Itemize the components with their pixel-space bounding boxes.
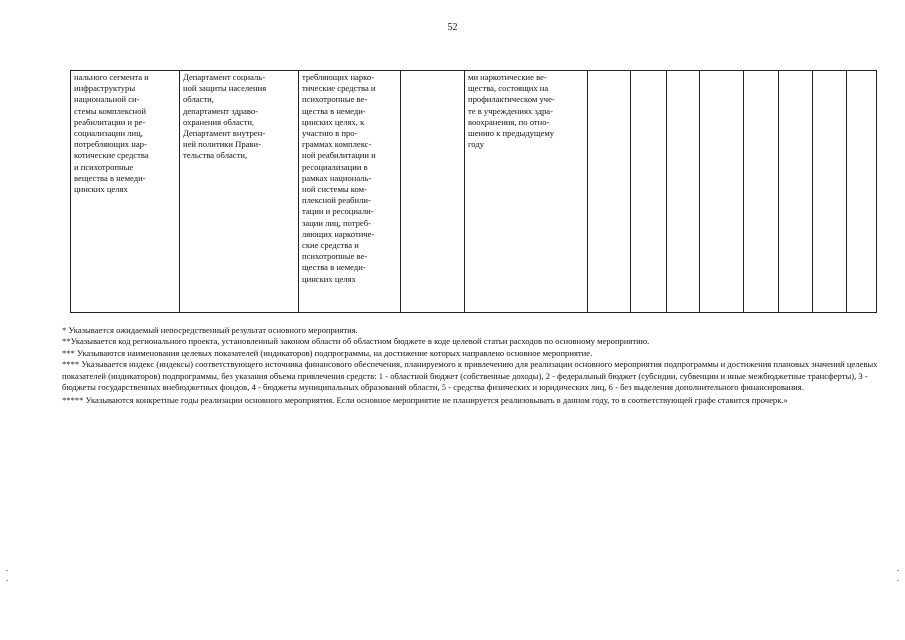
table-cell [744,71,779,313]
table-cell [401,71,465,313]
table-cell [588,71,631,313]
footnote: ***** Указываются конкретные годы реализации основного мероприятия. Если основное мероприятие не планируется реализовывать в данном году, то в соответствующей графе ставится прочерк.» [62,395,788,406]
table-cell: требляющих нарко- тические средства и психотропные ве- щества в немеди- цинских целях, к участию в про- граммах комплекс- ной реабилитации и ресоциализации в рамках националь- ной системы ком- плексной реабили- тации и ресоциали- зации лиц, потреб- ляющих наркотиче- ские средства и психотропные ве- щества в немеди- цинских целях [299,71,401,313]
table-cell: Департамент социаль- ной защиты населения области, департамент здраво- охранения области, Департамент внутрен- ней политики Прави- тельства области, [180,71,299,313]
footnote: *** Указываются наименования целевых показателей (индикаторов) подпрограммы, на достижение которых направлено основное мероприятие. [62,347,593,358]
measures-table [70,70,877,313]
scan-mark [6,580,8,581]
page-number: 52 [447,22,458,33]
table-cell [847,71,877,313]
table-row [71,71,877,313]
table-cell [667,71,700,313]
table-cell: нального сегмента и инфраструктуры национальной си- стемы комплексной реабилитации и ре- социализации лиц, потребляющих нар- котические средства и психотропные вещества в немеди- цинских целях [71,71,180,313]
scan-mark [897,570,899,571]
scan-mark [897,580,899,581]
table-cell [700,71,744,313]
scan-mark [6,570,8,571]
table-cell [813,71,847,313]
footnote: **** Указывается индекс (индексы) соответствующего источника финансового обеспечения, планируемого к привлечению для реализации основного мероприятия подпрограммы и достижения плановых значений целевых показателей (индикаторов) подпрограммы, без указания объема привлечения средств: 1 - областной бюджет (собственные доходы), 2 - федеральный бюджет (субсидии, субвенции и иные межбюджетные трансферты), 3 - бюджеты государственных внебюджетных фондов, 4 - бюджеты муниципальных образований области, 5 - средства физических и юридических лиц, 6 - без выделения дополнительного финансирования. [62,359,878,393]
table-cell [631,71,667,313]
footnote: * Указывается ожидаемый непосредственный результат основного мероприятия. [62,325,358,335]
table-cell [779,71,813,313]
footnotes [62,325,884,407]
table-cell: ми наркотические ве- щества, состоящих на профилактическом уче- те в учреждениях здра- воохранения, по отно- шению к предыдущему году [465,71,588,313]
footnote: **Указывается код регионального проекта, установленный законом области об областном бюджете в коде целевой статьи расходов по основному мероприятию. [62,336,650,347]
